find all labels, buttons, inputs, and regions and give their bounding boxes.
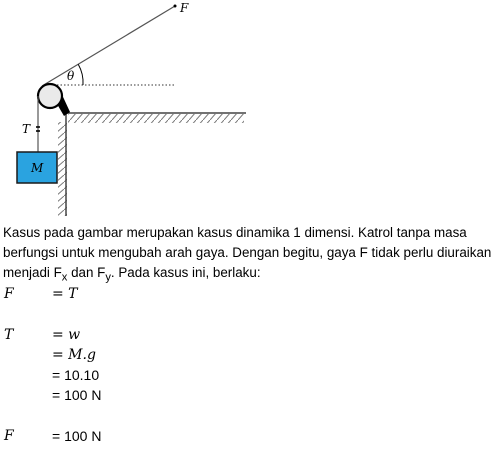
subscript-y: y <box>105 271 111 284</box>
rope-to-force <box>42 6 175 86</box>
paragraph-line-2: berfungsi untuk mengubah arah gaya. Dengan begitu, gaya F tidak perlu diuraikan <box>3 245 492 260</box>
angle-label: θ <box>67 69 75 83</box>
force-label: F <box>180 1 189 15</box>
line3-text-a: menjadi F <box>3 265 62 280</box>
eq2-rhs: = w <box>52 327 81 343</box>
eq6-lhs: F <box>4 428 14 444</box>
paragraph-line-1: Kasus pada gambar merupakan kasus dinamika 1 dimensi. Katrol tanpa masa <box>3 225 467 240</box>
pulley-wheel <box>38 84 62 108</box>
eq2-lhs: T <box>4 327 14 343</box>
force-point <box>174 5 177 8</box>
eq5-rhs: = 100 N <box>52 387 102 403</box>
line3-text-c: . Pada kasus ini, berlaku: <box>110 265 261 280</box>
eq1-lhs: F <box>4 286 14 302</box>
description-paragraph <box>3 223 499 288</box>
mass-label: M <box>31 161 44 175</box>
angle-arc <box>78 64 83 85</box>
tension-label: T <box>22 122 31 136</box>
subscript-x: x <box>61 271 68 284</box>
line3-text-b: dan F <box>67 265 106 280</box>
eq4-rhs: = 10.10 <box>52 367 100 383</box>
eq6-rhs: = 100 N <box>52 428 102 444</box>
table-top-hatch <box>68 114 244 123</box>
pulley-diagram <box>0 0 502 220</box>
eq1-rhs: = T <box>52 286 78 302</box>
eq3-rhs: = M.g <box>52 347 96 363</box>
paragraph-line-3 <box>3 263 499 288</box>
